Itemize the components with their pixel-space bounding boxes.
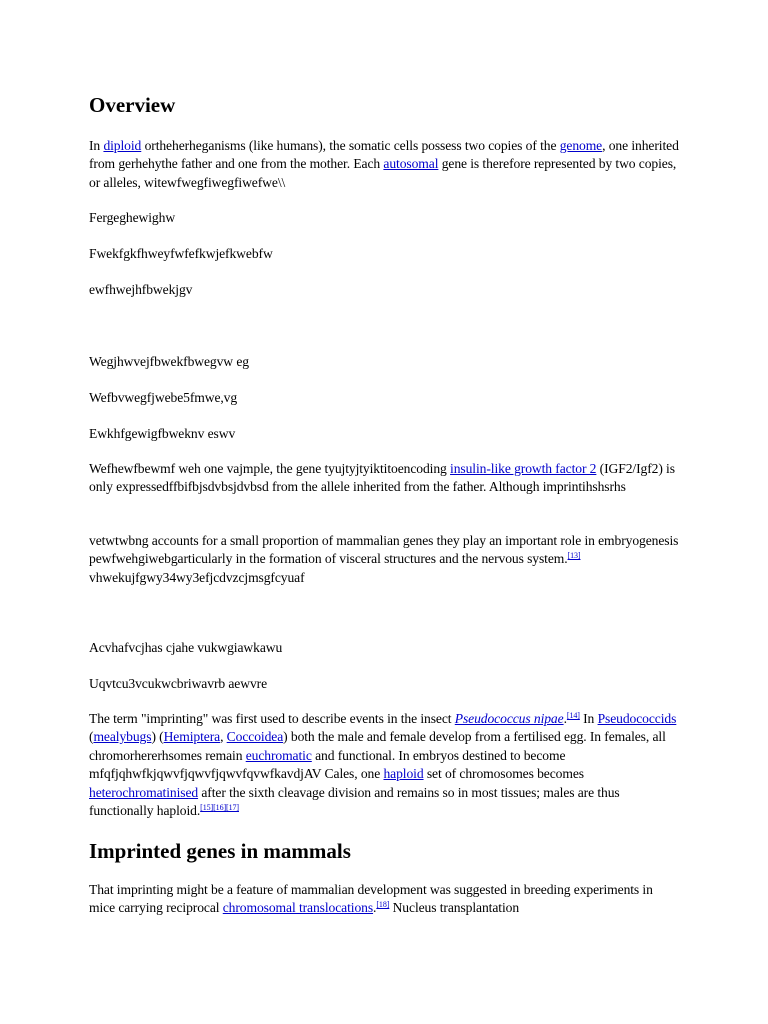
text: .: [563, 711, 567, 726]
text: after the sixth cleavage division and remains so in most tissues; males are thus functionally haploid.: [89, 784, 620, 819]
citation-13[interactable]: [568, 551, 581, 560]
text: , one inherited from gerhehythe father and one from the mother. Each: [89, 138, 679, 172]
citation-link[interactable]: [13]: [567, 551, 581, 561]
paragraph-imprinting-term: [89, 710, 679, 820]
link-hemiptera[interactable]: Hemiptera: [163, 729, 221, 745]
citation-link[interactable]: [15]: [200, 803, 214, 813]
text-line: Fwekfgkfhweyfwfefkwjefkwebfw: [89, 246, 273, 261]
link-insulin-like-growth-factor-2[interactable]: insulin-like growth factor 2: [450, 461, 597, 476]
text-line: Wegjhwvejfbwekfbwegvw eg: [89, 354, 249, 369]
text: ) (: [151, 729, 164, 745]
text-line: Wefbvwegfjwebe5fmwe,vg: [89, 390, 238, 405]
text: In: [89, 138, 104, 153]
text: Wefhewfbewmf weh one vajmple, the gene tyujtyjtyiktitoencoding: [89, 461, 451, 476]
paragraph-igf2: [89, 460, 679, 497]
section-heading-overview: Overview: [89, 93, 176, 117]
text-line: Fergeghewighw: [89, 210, 176, 225]
text: (IGF2/Igf2) is only expressedffbifbjsdvbsjdvbsd from the allele inherited from the father. Although imprintihshsrhs: [89, 461, 675, 495]
text: set of chromosomes becomes: [423, 766, 584, 782]
section-heading-imprinted-genes: Imprinted genes in mammals: [89, 839, 351, 863]
paragraph-diploid: [89, 137, 679, 192]
text: ,: [220, 729, 227, 745]
citation-18[interactable]: [376, 900, 389, 909]
citation-link[interactable]: [14]: [566, 711, 580, 720]
citation-15[interactable]: [200, 803, 213, 812]
link-heterochromatinised[interactable]: heterochromatinised: [89, 784, 199, 800]
text: Nucleus transplantation: [389, 900, 520, 916]
text: In: [579, 711, 598, 726]
citation-14[interactable]: [567, 711, 580, 720]
text: That imprinting might be a feature of mammalian development was suggested in breeding experiments in mice carrying reciprocal: [89, 882, 653, 916]
paragraph-breeding-experiments: [89, 881, 679, 918]
text: ) both the male and female develop from a fertilised egg. In females, all chromorhererhsomes remain: [89, 729, 666, 763]
text: ortheherheganisms (like humans), the somatic cells possess two copies of the: [141, 138, 560, 153]
text: and functional. In embryos destined to become mfqfjqhwfkjqwvfjqwvfjqwvfqvwfkavdjAV Cales, one: [89, 747, 566, 782]
link-diploid[interactable]: diploid: [103, 138, 142, 153]
link-pseudococcids[interactable]: Pseudococcids: [597, 711, 677, 726]
text: .: [373, 900, 377, 916]
text-line: ewfhwejhfbwekjgv: [89, 282, 193, 297]
link-pseudococcus-nipae[interactable]: Pseudococcus nipae: [454, 711, 564, 726]
link-chromosomal-translocations[interactable]: chromosomal translocations: [222, 900, 374, 916]
citation-link[interactable]: [18]: [376, 900, 390, 910]
link-autosomal[interactable]: autosomal: [383, 156, 439, 172]
link-haploid[interactable]: haploid: [383, 766, 424, 782]
link-genome[interactable]: genome: [559, 138, 603, 153]
text-line: Acvhafvcjhas cjahe vukwgiawkawu: [89, 640, 283, 655]
text: gene is therefore represented by two copies, or alleles, witewfwegfiwegfiwefwe\\: [89, 156, 677, 190]
citation-link[interactable]: [16]: [213, 803, 227, 813]
link-mealybugs[interactable]: mealybugs: [93, 729, 152, 745]
citation-link[interactable]: [17]: [226, 803, 239, 813]
citation-16[interactable]: [213, 803, 226, 812]
text-line: Ewkhfgewigfbweknv eswv: [89, 426, 236, 441]
citation-17[interactable]: [226, 803, 239, 812]
text: The term "imprinting" was first used to describe events in the insect: [89, 711, 455, 726]
link-euchromatic[interactable]: euchromatic: [245, 747, 312, 763]
text: (: [89, 729, 94, 745]
paragraph-mammalian-genes: [89, 532, 679, 587]
text: vhwekujfgwy34wy3efjcdvzcjmsgfcyuaf: [89, 569, 305, 585]
text-line: Uqvtcu3vcukwcbriwavrb aewvre: [89, 676, 268, 691]
link-coccoidea[interactable]: Coccoidea: [226, 729, 284, 745]
text: vetwtwbng accounts for a small proportion of mammalian genes they play an important role in embryogenesis pewfwehgiwebgarticularly in the formation of visceral structures and the nervous system.: [89, 533, 679, 567]
